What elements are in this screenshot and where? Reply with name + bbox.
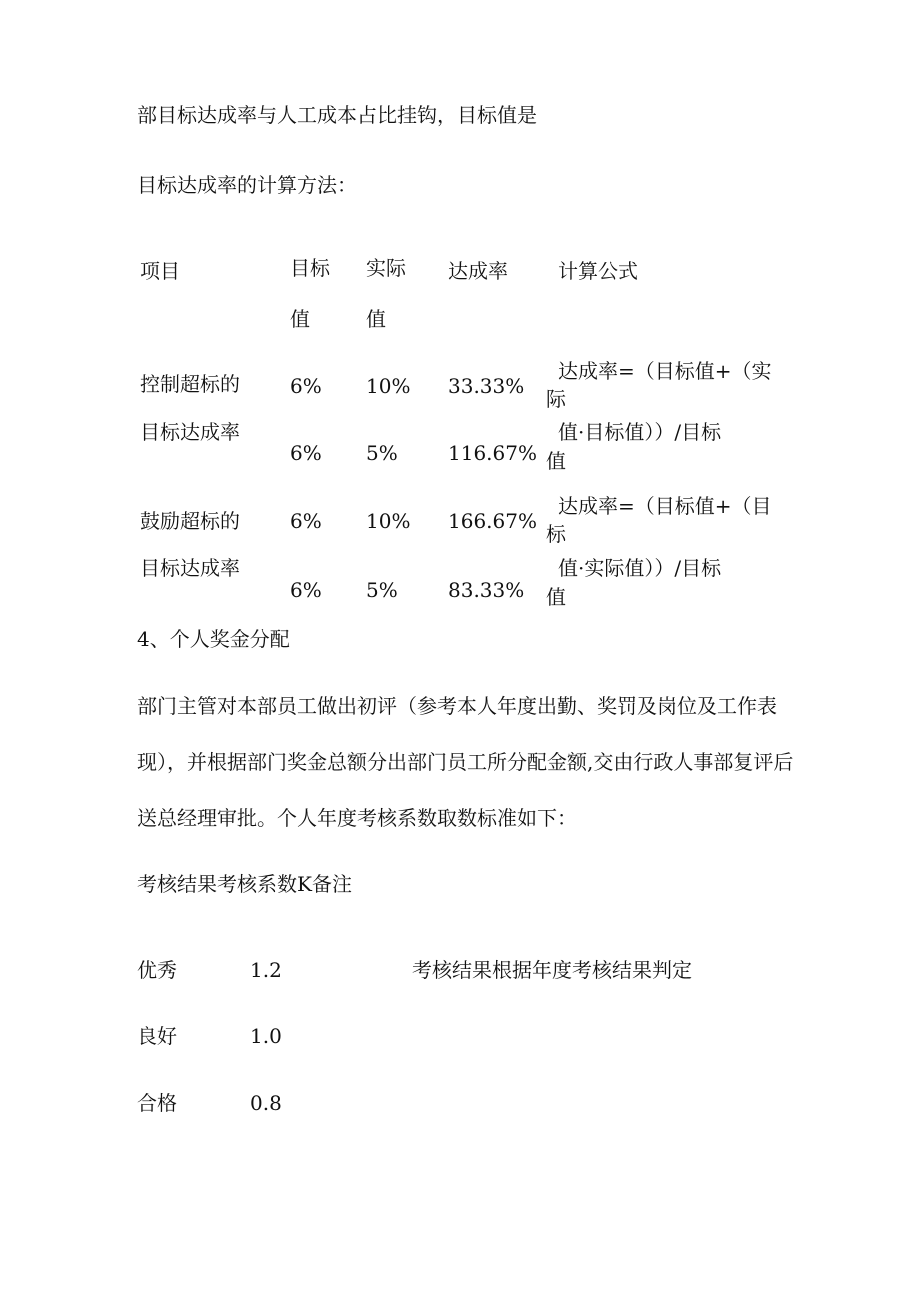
formula-line: 值	[546, 585, 566, 609]
cell-target: 6%	[290, 441, 322, 465]
group-label-line1: 鼓励超标的	[140, 509, 240, 533]
k-note: 考核结果根据年度考核结果判定	[412, 958, 692, 982]
formula-line: 达成率=（目标值+（实	[558, 359, 772, 383]
k-result: 良好	[137, 1024, 177, 1048]
cell-rate: 116.67%	[448, 441, 537, 465]
cell-target: 6%	[290, 374, 322, 398]
formula-line: 际	[546, 387, 566, 411]
group-label-line1: 控制超标的	[140, 372, 240, 396]
cell-actual: 5%	[366, 578, 398, 602]
cell-rate: 83.33%	[448, 578, 525, 602]
formula-line: 值	[546, 449, 566, 473]
group-label-line2: 目标达成率	[140, 420, 240, 444]
k-value: 1.0	[250, 1024, 282, 1048]
k-table-header: 考核结果考核系数K备注	[137, 872, 352, 896]
header-target-line1: 目标	[290, 256, 330, 280]
group-label-line2: 目标达成率	[140, 556, 240, 580]
formula-line: 达成率=（目标值+（目	[558, 494, 772, 518]
cell-target: 6%	[290, 578, 322, 602]
header-actual-line1: 实际	[366, 256, 406, 280]
k-value: 0.8	[250, 1091, 282, 1115]
paragraph-bonus-allocation: 部门主管对本部员工做出初评（参考本人年度出勤、奖罚及岗位及工作表现），并根据部门奖金总额分出部门员工所分配金额,交由行政人事部复评后送总经理审批。个人年度考核系数取数标准如下：	[137, 694, 794, 830]
k-result: 优秀	[137, 958, 177, 982]
paragraph-calc-method: 目标达成率的计算方法：	[137, 173, 357, 197]
paragraph-intro: 部目标达成率与人工成本占比挂钩，目标值是	[137, 103, 537, 127]
k-value: 1.2	[250, 958, 282, 982]
k-result: 合格	[137, 1091, 177, 1115]
cell-actual: 10%	[366, 374, 411, 398]
cell-target: 6%	[290, 509, 322, 533]
header-item: 项目	[140, 259, 180, 283]
formula-line: 值·实际值））/目标	[558, 556, 722, 580]
cell-rate: 166.67%	[448, 509, 537, 533]
cell-rate: 33.33%	[448, 374, 525, 398]
header-formula: 计算公式	[558, 259, 638, 283]
section-heading: 4、个人奖金分配	[137, 627, 290, 651]
cell-actual: 10%	[366, 509, 411, 533]
header-target-line2: 值	[290, 307, 310, 331]
cell-actual: 5%	[366, 441, 398, 465]
formula-line: 标	[546, 522, 566, 546]
header-actual-line2: 值	[366, 307, 386, 331]
header-rate: 达成率	[448, 259, 508, 283]
formula-line: 值·目标值））/目标	[558, 420, 722, 444]
